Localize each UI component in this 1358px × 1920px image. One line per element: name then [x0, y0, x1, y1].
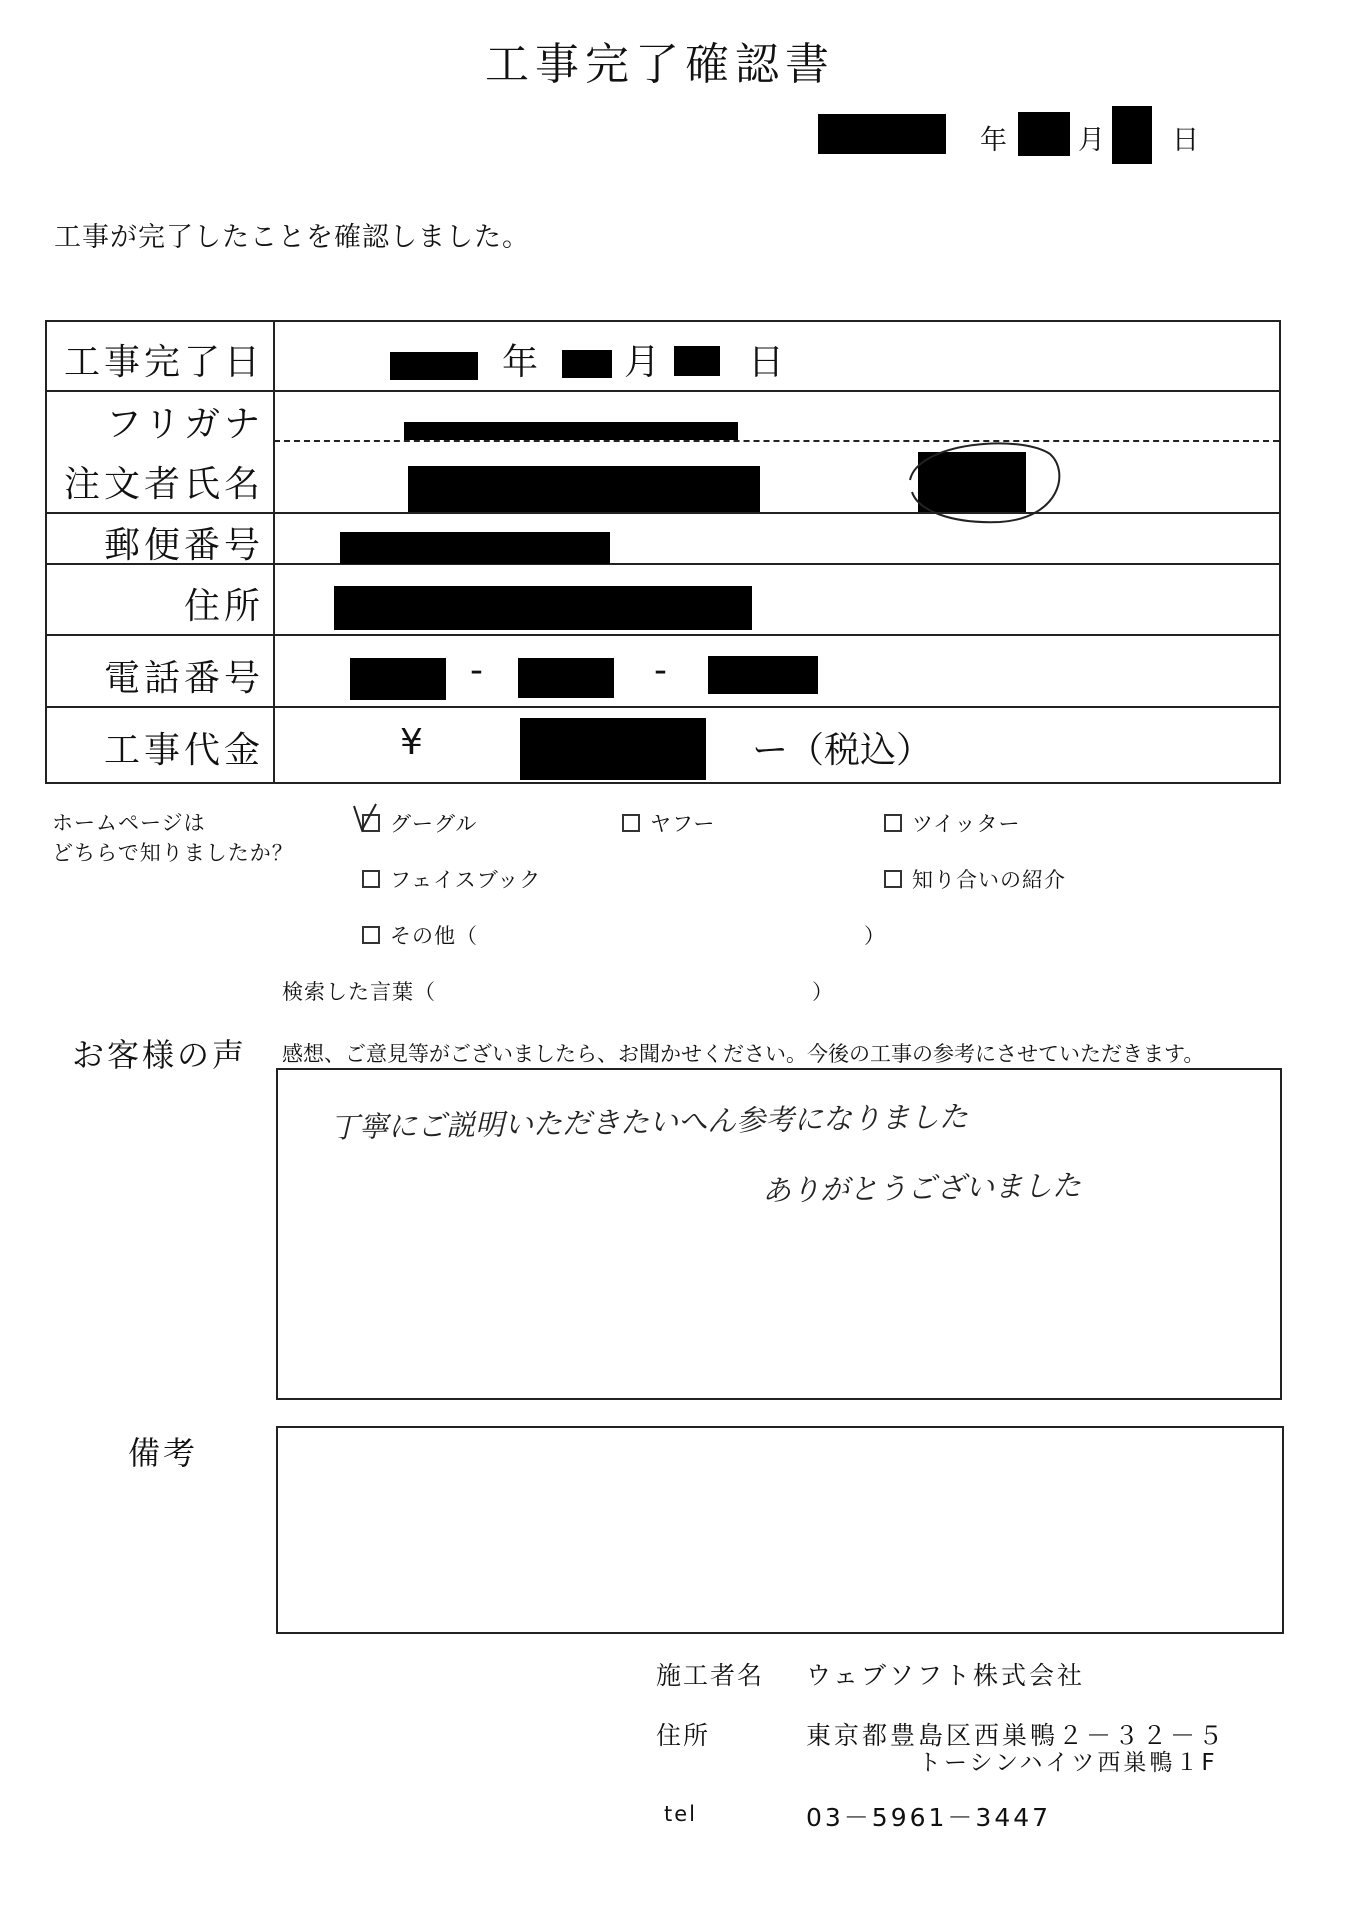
row-line [45, 512, 1281, 514]
redacted-completion-month [562, 350, 612, 378]
label-completion-date: 工事完了日 [63, 342, 264, 383]
option-other[interactable] [362, 920, 478, 950]
redacted-phone-2 [518, 658, 614, 698]
option-other-label: その他（ [390, 924, 478, 948]
redacted-phone-1 [350, 658, 446, 700]
remarks-box[interactable] [276, 1426, 1284, 1634]
seal-circle-mark [900, 432, 1068, 528]
contractor-address-line1: 東京都豊島区西巣鴨２－３２－５ [806, 1721, 1227, 1750]
checkbox-yahoo[interactable] [622, 814, 640, 832]
contractor-name-label: 施工者名 [656, 1661, 765, 1690]
option-twitter[interactable] [884, 808, 1021, 838]
completion-month-label: 月 [624, 342, 661, 383]
checkbox-twitter[interactable] [884, 814, 902, 832]
search-words-close: ） [812, 980, 834, 1004]
redacted-price [520, 718, 706, 780]
contractor-tel-label: tel [664, 1802, 697, 1826]
top-date-day-label: 日 [1172, 125, 1199, 156]
option-twitter-label: ツイッター [912, 812, 1021, 836]
completion-year-label: 年 [502, 342, 539, 383]
yen-sign: ¥ [400, 722, 423, 763]
survey-question-line1: ホームページは [52, 811, 206, 835]
option-referral-label: 知り合いの紹介 [912, 868, 1066, 892]
redacted-completion-day [674, 346, 720, 376]
label-furigana: フリガナ [105, 404, 264, 445]
label-phone: 電話番号 [103, 658, 264, 699]
redacted-postal-code [340, 532, 610, 564]
survey-question [52, 808, 294, 868]
option-google-label: グーグル [390, 812, 478, 836]
option-referral[interactable] [884, 864, 1066, 894]
redacted-month [1018, 112, 1070, 156]
phone-separator: - [470, 650, 483, 691]
search-words-label: 検索した言葉（ [282, 980, 436, 1004]
checkbox-facebook[interactable] [362, 870, 380, 888]
redacted-customer-name [408, 466, 760, 512]
completion-day-label: 日 [748, 342, 785, 383]
contractor-address-line2: トーシンハイツ西巣鴨１F [918, 1750, 1218, 1776]
redacted-year [818, 114, 946, 154]
checkbox-referral[interactable] [884, 870, 902, 888]
price-tax-suffix: ー（税込） [752, 730, 933, 771]
option-facebook[interactable] [362, 864, 541, 894]
furigana-dashed-line [274, 440, 1279, 442]
redacted-phone-3 [708, 656, 818, 694]
phone-separator: - [654, 650, 667, 691]
redacted-furigana [404, 422, 738, 440]
contractor-address-label: 住所 [656, 1721, 711, 1750]
option-facebook-label: フェイスブック [390, 868, 542, 892]
redacted-completion-year [390, 352, 478, 380]
row-line [45, 390, 1281, 392]
option-other-close: ） [864, 924, 886, 948]
top-date-month-label: 月 [1078, 125, 1105, 156]
row-line [45, 634, 1281, 636]
remarks-heading: 備考 [128, 1434, 199, 1472]
option-yahoo[interactable] [622, 808, 715, 838]
handwritten-comment-line2: ありがとうございました [761, 1168, 1082, 1208]
label-postal-code: 郵便番号 [103, 525, 264, 566]
label-address: 住所 [183, 586, 264, 627]
contractor-tel: 03－5961－3447 [806, 1803, 1052, 1832]
checkbox-other[interactable] [362, 926, 380, 944]
intro-text: 工事が完了したことを確認しました。 [54, 222, 530, 253]
top-date-year-label: 年 [980, 125, 1007, 156]
voice-heading: お客様の声 [72, 1036, 248, 1074]
option-yahoo-label: ヤフー [650, 812, 716, 836]
voice-prompt: 感想、ご意見等がございましたら、お聞かせください。今後の工事の参考にさせていただきます。 [282, 1042, 1205, 1066]
row-line [45, 706, 1281, 708]
survey-question-line2: どちらで知りましたか？ [52, 841, 294, 865]
redacted-day [1112, 106, 1152, 164]
redacted-address [334, 586, 752, 630]
label-price: 工事代金 [103, 730, 264, 771]
checkmark-icon [350, 800, 380, 836]
handwritten-comment-line1: 丁寧にご説明いただきたいへん参考になりました [329, 1099, 969, 1145]
document-title: 工事完了確認書 [485, 39, 835, 90]
label-customer-name: 注文者氏名 [63, 464, 264, 505]
contractor-name: ウェブソフト株式会社 [806, 1661, 1086, 1690]
